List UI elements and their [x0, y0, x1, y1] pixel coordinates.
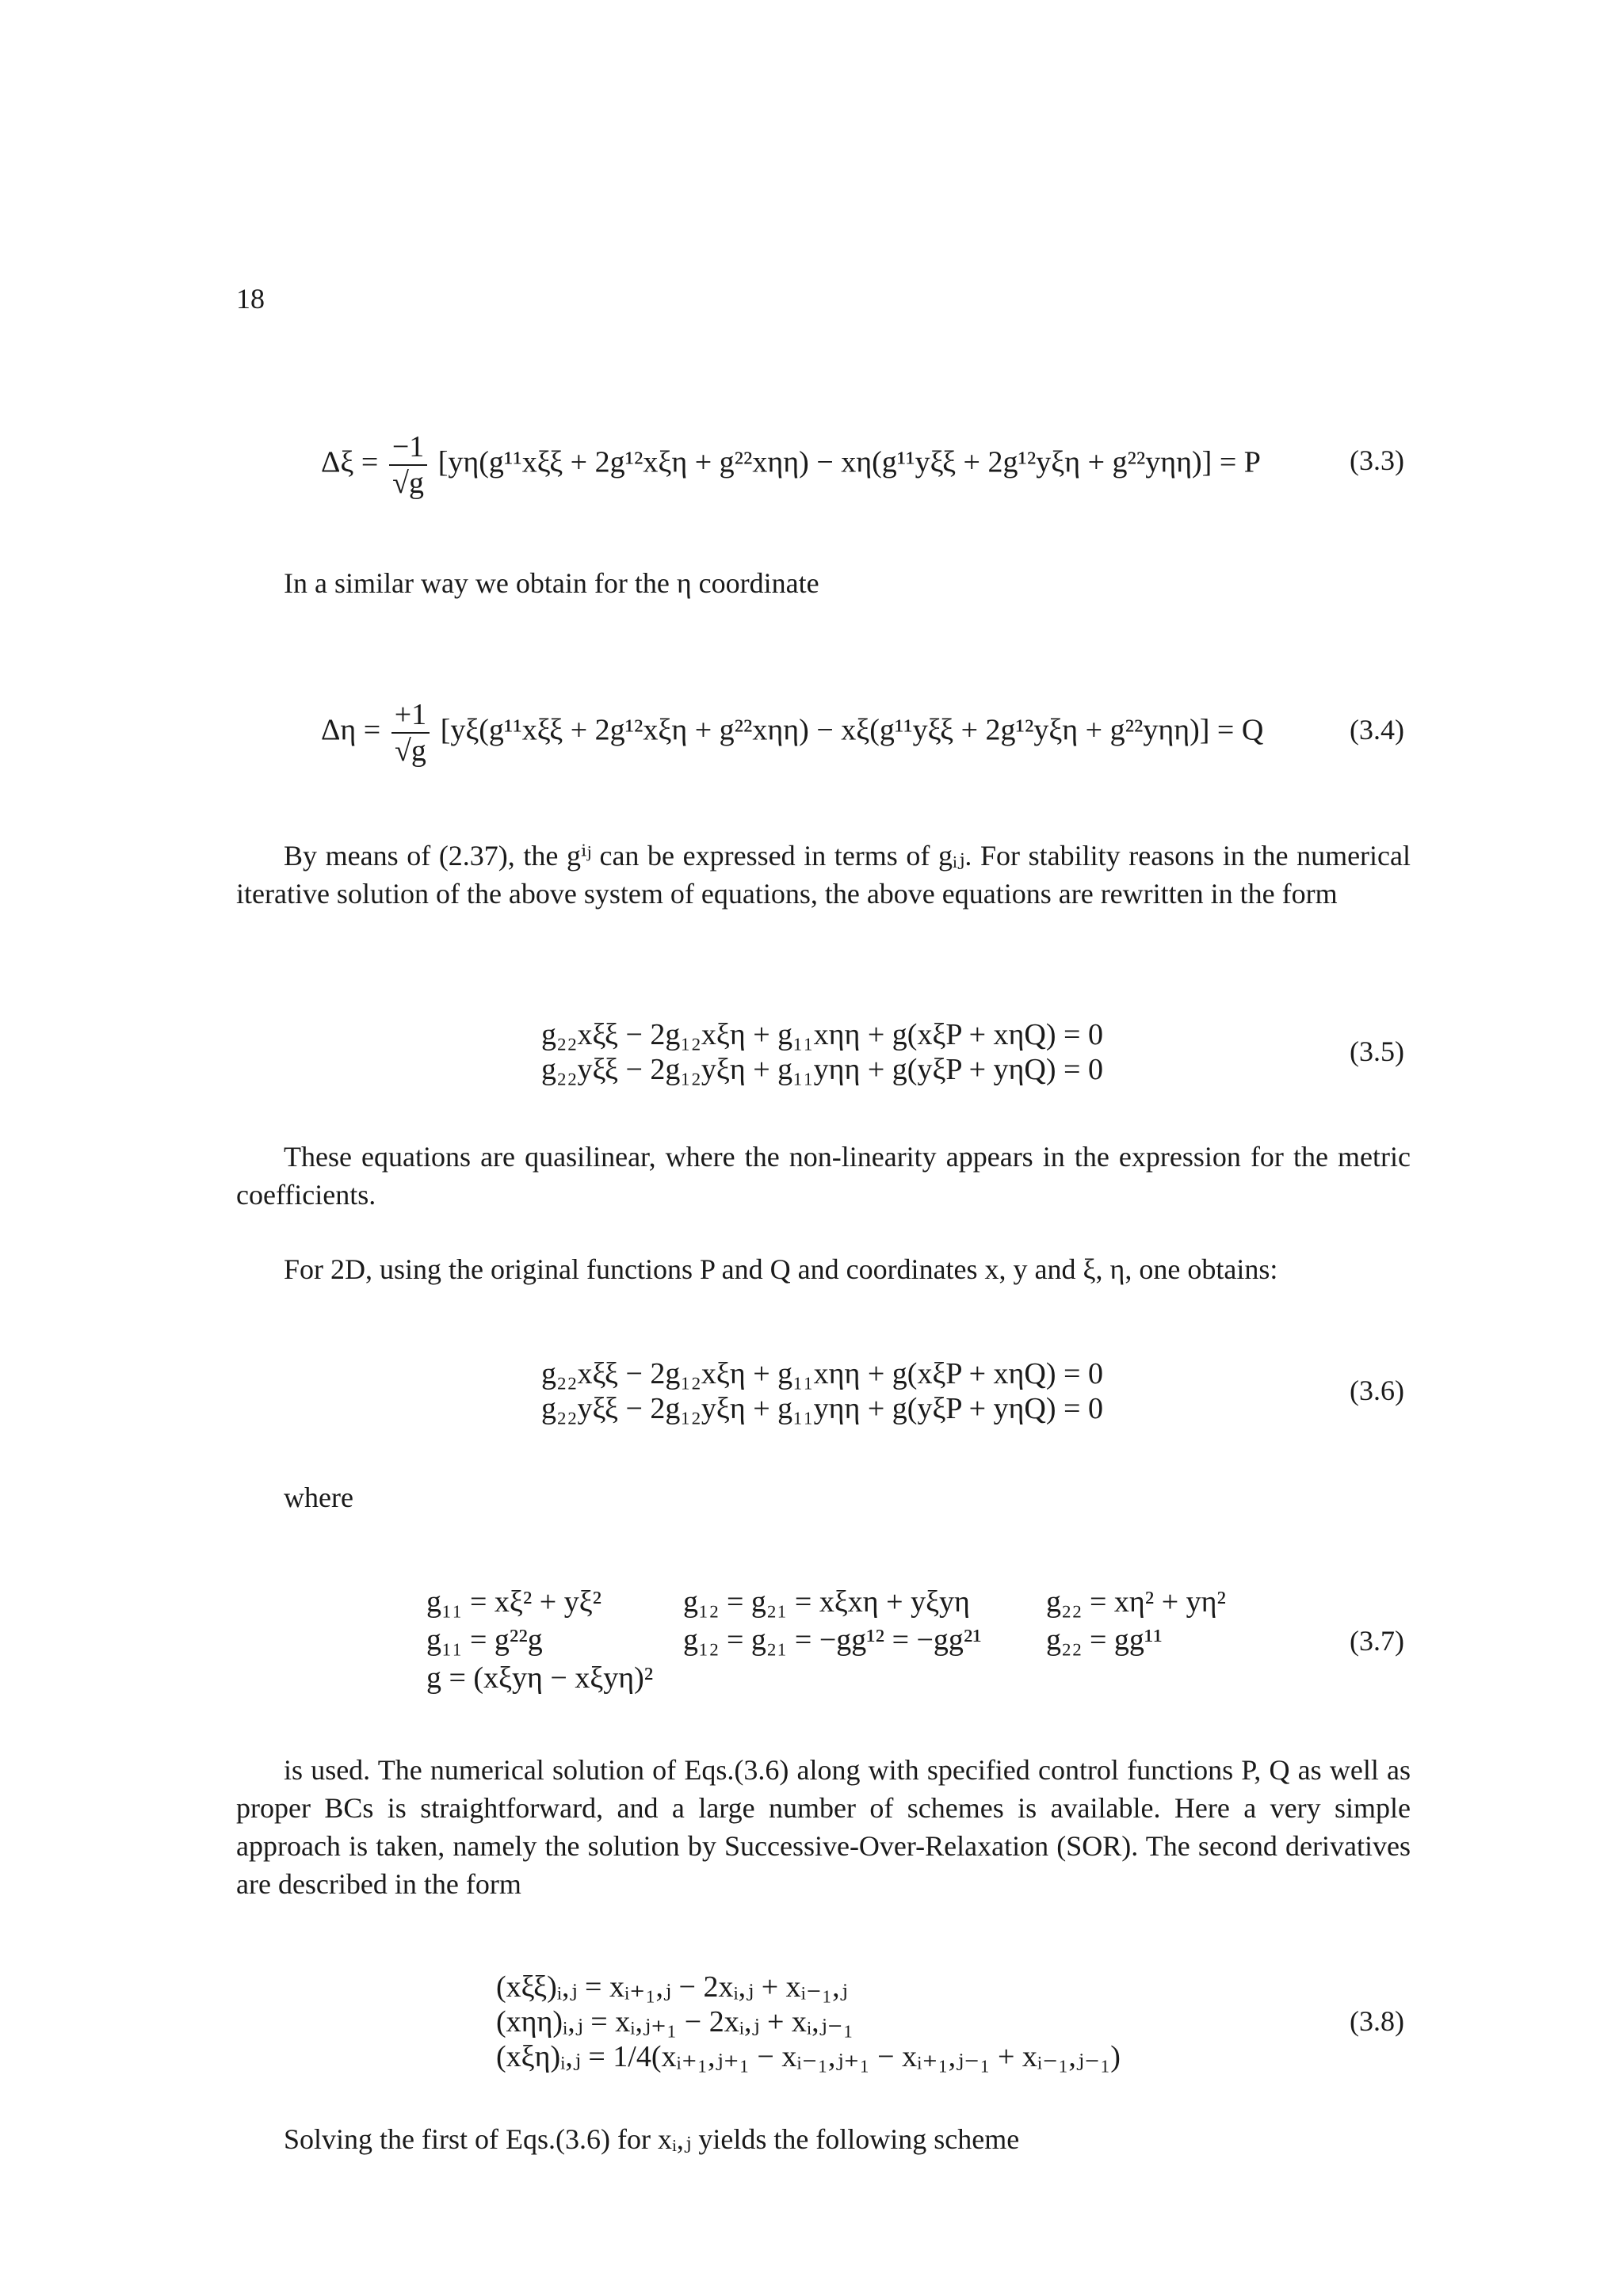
- eq-3-7-number: (3.7): [1350, 1625, 1404, 1657]
- eq-3-4-number: (3.4): [1350, 714, 1404, 746]
- eq-3-6-line2: g₂₂yξξ − 2g₁₂yξη + g₁₁yηη + g(yξP + yηQ) = 0: [541, 1392, 1103, 1425]
- eq-3-7-r2c2: g₁₂ = g₂₁ = −gg¹² = −gg²¹: [683, 1623, 982, 1657]
- eq-3-4-denominator: √g: [395, 734, 426, 768]
- eq-3-3-fraction: [389, 429, 427, 501]
- where-label: where: [284, 1482, 353, 1513]
- eq-3-4-lhs: Δη =: [321, 713, 381, 747]
- paragraph-2d: For 2D, using the original functions P and Q and coordinates x, y and ξ, η, one obtains:: [284, 1253, 1278, 1285]
- eq-3-8-line3: (xξη)ᵢ,ⱼ = 1/4(xᵢ₊₁,ⱼ₊₁ − xᵢ₋₁,ⱼ₊₁ − xᵢ₊₁,ⱼ₋₁ + xᵢ₋₁,ⱼ₋₁): [496, 2040, 1121, 2073]
- paragraph-sor: is used. The numerical solution of Eqs.(3.6) along with specified control functions P, Q as well as proper BCs is straightforward, and a large number of schemes is available. Here a very simple approach is taken, namely the solution by Successive-Over-Relaxation (SOR). The second derivatives are described in the form: [236, 1754, 1411, 1900]
- paragraph-quasilinear: These equations are quasilinear, where the non-linearity appears in the expression for the metric coefficients.: [236, 1141, 1411, 1211]
- eq-3-7-r3c1: g = (xξyη − xξyη)²: [426, 1661, 654, 1695]
- eq-3-3-rhs: [yη(g¹¹xξξ + 2g¹²xξη + g²²xηη) − xη(g¹¹yξξ + 2g¹²yξη + g²²yηη)] = P: [437, 445, 1261, 479]
- paragraph-gij: By means of (2.37), the gⁱʲ can be expressed in terms of gᵢⱼ. For stability reasons in the numerical iterative solution of the above system of equations, the above equations are rewritten in the form: [236, 840, 1411, 910]
- equation-3-8: [496, 1970, 1121, 2074]
- eq-3-4-fraction: [391, 697, 430, 769]
- equation-3-6: [541, 1356, 1103, 1426]
- eq-3-6-number: (3.6): [1350, 1375, 1404, 1406]
- equation-3-4: [321, 697, 1263, 769]
- eq-3-7-r2c3: g₂₂ = gg¹¹: [1046, 1623, 1163, 1657]
- eq-3-3-numerator: −1: [389, 429, 427, 466]
- eq-3-7-r1c1: g₁₁ = xξ² + yξ²: [426, 1585, 602, 1619]
- eq-3-7-r1c2: g₁₂ = g₂₁ = xξxη + yξyη: [683, 1585, 970, 1619]
- eq-3-3-lhs: Δξ =: [321, 445, 379, 479]
- eq-3-3-denominator: √g: [392, 467, 424, 500]
- page-number: 18: [236, 283, 265, 315]
- equation-3-5: [541, 1017, 1103, 1087]
- eq-3-5-number: (3.5): [1350, 1035, 1404, 1067]
- paragraph-solving: Solving the first of Eqs.(3.6) for xᵢ,ⱼ yields the following scheme: [284, 2123, 1020, 2155]
- eq-3-5-line1: g₂₂xξξ − 2g₁₂xξη + g₁₁xηη + g(xξP + xηQ) = 0: [541, 1018, 1103, 1051]
- equation-3-3: [321, 429, 1261, 501]
- eq-3-3-number: (3.3): [1350, 444, 1404, 476]
- eq-3-7-r1c3: g₂₂ = xη² + yη²: [1046, 1585, 1226, 1619]
- eq-3-7-r2c1: g₁₁ = g²²g: [426, 1623, 543, 1657]
- eq-3-4-rhs: [yξ(g¹¹xξξ + 2g¹²xξη + g²²xηη) − xξ(g¹¹yξξ + 2g¹²yξη + g²²yηη)] = Q: [440, 713, 1264, 747]
- paragraph-eta: In a similar way we obtain for the η coordinate: [284, 567, 819, 599]
- eq-3-5-line2: g₂₂yξξ − 2g₁₂yξη + g₁₁yηη + g(yξP + yηQ) = 0: [541, 1053, 1103, 1086]
- eq-3-4-numerator: +1: [391, 697, 430, 734]
- eq-3-8-line1: (xξξ)ᵢ,ⱼ = xᵢ₊₁,ⱼ − 2xᵢ,ⱼ + xᵢ₋₁,ⱼ: [496, 1970, 848, 2004]
- eq-3-8-number: (3.8): [1350, 2005, 1404, 2037]
- eq-3-6-line1: g₂₂xξξ − 2g₁₂xξη + g₁₁xηη + g(xξP + xηQ) = 0: [541, 1357, 1103, 1390]
- eq-3-8-line2: (xηη)ᵢ,ⱼ = xᵢ,ⱼ₊₁ − 2xᵢ,ⱼ + xᵢ,ⱼ₋₁: [496, 2005, 854, 2039]
